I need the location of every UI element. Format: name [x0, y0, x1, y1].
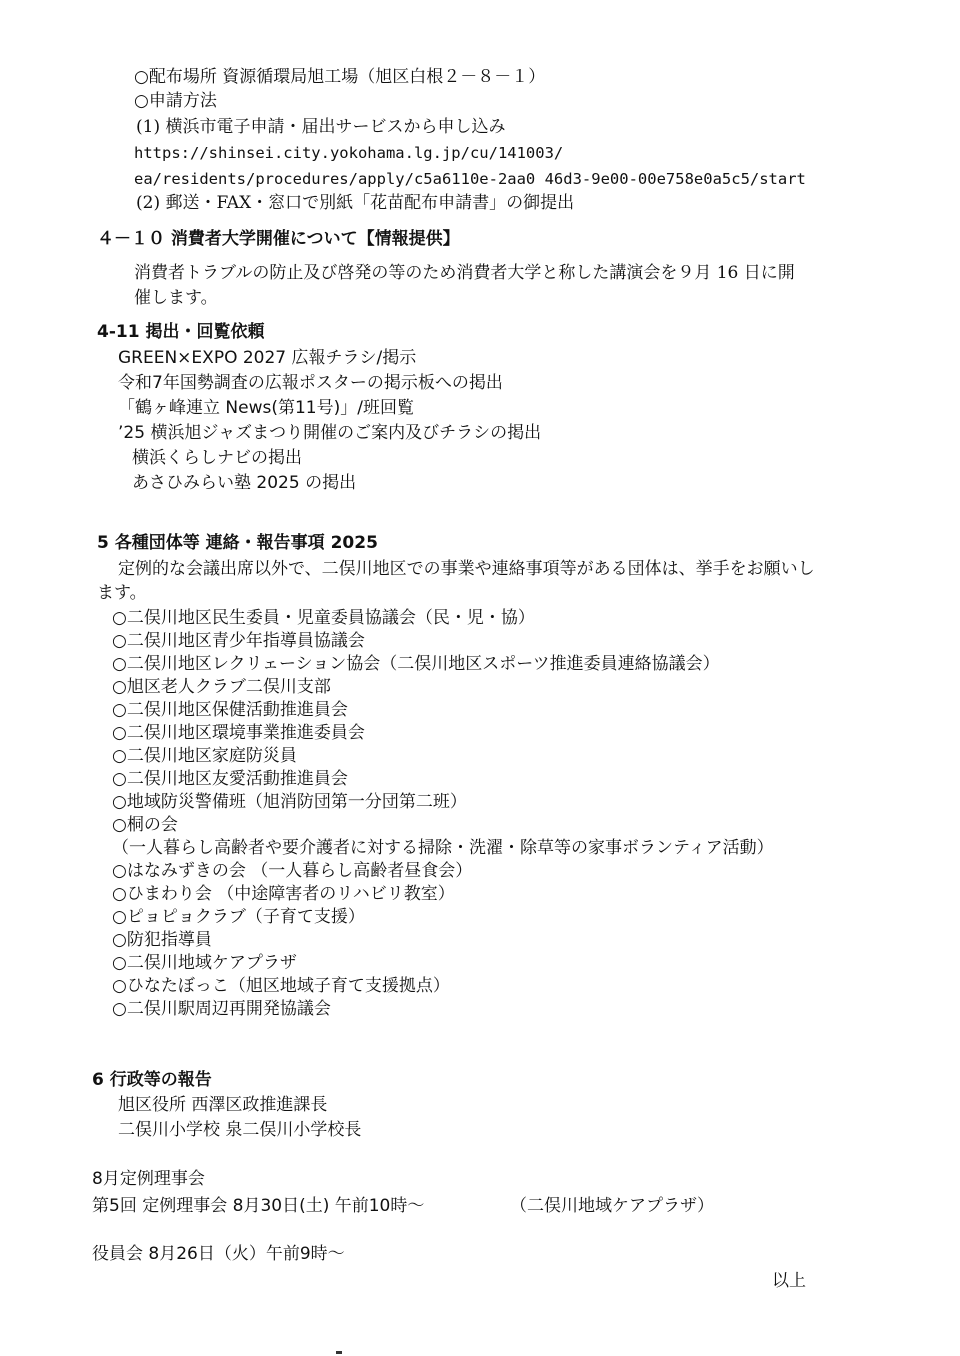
group-item: ○旭区老人クラブ二俣川支部: [112, 677, 331, 697]
section-5-heading: 5 各種団体等 連絡・報告事項 2025: [97, 533, 378, 553]
group-item: ○地域防災警備班（旭消防団第一分団第二班）: [112, 792, 467, 812]
closing-mark: 以上: [772, 1271, 806, 1291]
section-4-10-heading: ４－１０ 消費者大学開催について【情報提供】: [97, 229, 460, 249]
posting-item: GREEN×EXPO 2027 広報チラシ/掲示: [118, 348, 417, 368]
section-4-10-body-line-2: 催します。: [134, 288, 218, 308]
posting-item: あさひみらい塾 2025 の掲出: [132, 473, 357, 493]
posting-item: ’25 横浜旭ジャズまつり開催のご案内及びチラシの掲出: [118, 423, 542, 443]
section-5-intro-line-1: 定例的な会議出席以外で、二俣川地区での事業や連絡事項等がある団体は、挙手をお願いし: [118, 559, 815, 579]
scan-speck: [336, 1351, 342, 1354]
section-4-11-heading: 4-11 掲出・回覧依頼: [97, 322, 265, 342]
posting-item: 「鶴ヶ峰連立 News(第11号)」/班回覧: [118, 398, 414, 418]
regular-meeting-line: 第5回 定例理事会 8月30日(土) 午前10時～: [92, 1196, 425, 1216]
application-method-1: (1) 横浜市電子申請・届出サービスから申し込み: [136, 117, 506, 137]
application-method-heading: ○申請方法: [134, 91, 217, 111]
group-item: ○桐の会: [112, 815, 178, 835]
group-item: ○ひまわり会 （中途障害者のリハビリ教室）: [112, 884, 455, 904]
group-item: ○二俣川地区民生委員・児童委員協議会（民・児・協）: [112, 608, 535, 628]
section-5-intro-line-2: ます。: [97, 583, 147, 603]
application-url-line-1: https://shinsei.city.yokohama.lg.jp/cu/141003/: [134, 144, 564, 162]
group-item: ○二俣川地域ケアプラザ: [112, 953, 297, 973]
group-item: ○はなみずきの会 （一人暮らし高齢者昼食会）: [112, 861, 473, 881]
admin-report-item: 旭区役所 西澤区政推進課長: [118, 1095, 328, 1115]
section-6-heading: 6 行政等の報告: [92, 1070, 212, 1090]
group-item: ○二俣川地区環境事業推進委員会: [112, 723, 365, 743]
august-meeting-title: 8月定例理事会: [92, 1169, 205, 1189]
group-item: ○二俣川地区青少年指導員協議会: [112, 631, 365, 651]
admin-report-item: 二俣川小学校 泉二俣川小学校長: [118, 1120, 362, 1140]
posting-item: 令和7年国勢調査の広報ポスターの掲示板への掲出: [118, 373, 503, 393]
group-item: ○防犯指導員: [112, 930, 212, 950]
group-item: ○二俣川地区家庭防災員: [112, 746, 297, 766]
group-item-note: （一人暮らし高齢者や要介護者に対する掃除・洗濯・除草等の家事ボランティア活動）: [112, 838, 774, 858]
application-method-2: (2) 郵送・FAX・窓口で別紙「花苗配布申請書」の御提出: [136, 193, 575, 213]
section-4-10-body-line-1: 消費者トラブルの防止及び啓発の等のため消費者大学と称した講演会を９月 16 日に開: [134, 263, 795, 283]
application-url-line-2: ea/residents/procedures/apply/c5a6110e-2aa0 46d3-9e00-00e758e0a5c5/start: [134, 170, 806, 188]
group-item: ○ひなたぼっこ（旭区地域子育て支援拠点）: [112, 976, 450, 996]
group-item: ○ピョピョクラブ（子育て支援）: [112, 907, 365, 927]
distribution-place: ○配布場所 資源循環局旭工場（旭区白根２－８－１）: [134, 67, 546, 87]
group-item: ○二俣川地区友愛活動推進員会: [112, 769, 348, 789]
officers-meeting-line: 役員会 8月26日（火）午前9時～: [92, 1244, 345, 1264]
regular-meeting-place: （二俣川地域ケアプラザ）: [510, 1196, 714, 1216]
group-item: ○二俣川駅周辺再開発協議会: [112, 999, 331, 1019]
posting-item: 横浜くらしナビの掲出: [132, 448, 302, 468]
group-item: ○二俣川地区レクリェーション協会（二俣川地区スポーツ推進委員連絡協議会）: [112, 654, 720, 674]
group-item: ○二俣川地区保健活動推進員会: [112, 700, 348, 720]
